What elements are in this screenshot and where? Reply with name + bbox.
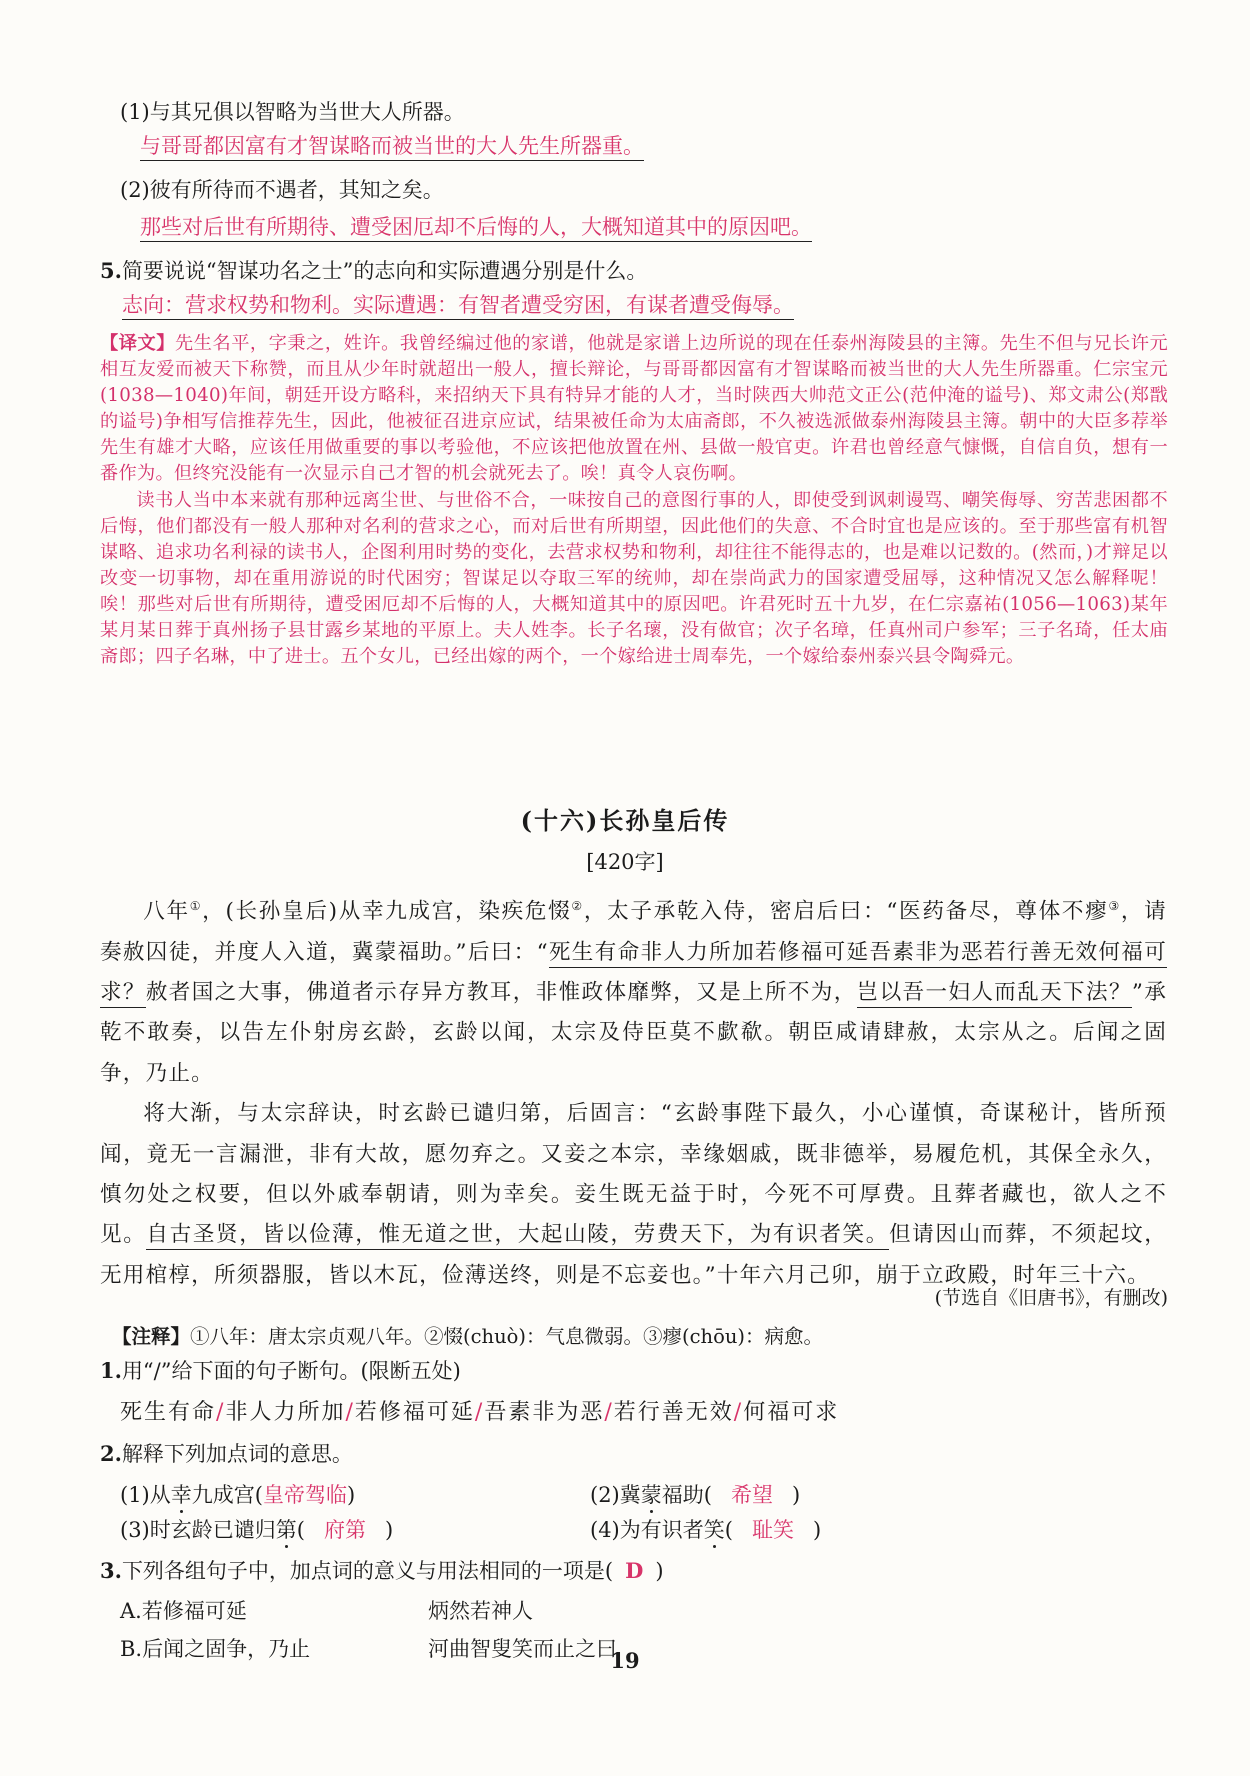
question-2-item-1 [120,1480,355,1510]
source-citation: (节选自《旧唐书》，有删改) [934,1287,1168,1309]
option-b-right: 河曲智叟笑而止之曰 [428,1637,617,1661]
footnote-ref-2: ② [571,899,584,913]
translation-p1-text: 先生名平，字秉之，姓许。我曾经编过他的家谱，他就是家谱上边所说的现在任泰州海陵县的主簿。先生不但与兄长许元相互友爱而被天下称赞，而且从少年时就超出一般人，擅长辩论，与哥哥都因富有才智谋略而被当世的大人先生所器重。仁宗宝元(1038—1040)年间，朝廷开设方略科，来招纳天下具有特异才能的人才，当时陕西大帅范文正公(范仲淹的谥号)、郑文肃公(郑戬的谥号)争相写信推荐先生，因此，他被征召进京应试，结果被任命为太庙斋郎，不久被选派做泰州海陵县主簿。朝中的大臣多荐举先生有雄才大略，应该任用做重要的事以考验他，不应该把他放置在州、县做一般官吏。许君也曾经意气慷慨，自信自负，想有一番作为。但终究没能有一次显示自己才智的机会就死去了。唉！真令人哀伤啊。 [100,333,1168,485]
question-3-answer: D [625,1558,644,1583]
passage-p1 [100,886,1167,1094]
notes-label: 【注释】 [112,1325,191,1348]
q2-item4-post: ( [724,1518,733,1542]
question-5 [100,256,647,286]
q2-item1-post: 九成宫( [191,1483,263,1507]
option-b-left: B.后闻之固争，乃止 [120,1637,311,1661]
translation-tag: 【译文】 [100,333,175,354]
answer-5-text: 志向：营求权势和物利。实际遭遇：有智者遭受穷困，有谋者遭受侮辱。 [122,293,794,320]
segment-1: 死生有命 [120,1400,217,1425]
q2-item3-dotted: 第 [275,1518,297,1542]
page-number: 19 [610,1648,640,1673]
section-title: (十六)长孙皇后传 [520,806,730,835]
passage-p1-b: ，(长孙皇后)从幸九成宫，染疾危惙 [202,899,572,925]
q2-item3-post: ( [296,1518,305,1542]
question-5-text: 简要说说“智谋功名之士”的志向和实际遭遇分别是什么。 [121,259,648,283]
question-1-prompt: 用“/”给下面的句子断句。(限断五处) [121,1359,461,1383]
underlined-sentence-3: 自古圣贤，皆以俭薄，惟无道之世，大起山陵，劳费天下，为有识者笑。 [146,1222,889,1250]
question-2-item-4 [590,1515,821,1545]
segment-5: 若行善无效 [613,1400,734,1425]
question-1-number: 1. [100,1358,122,1383]
question-3-close: ) [655,1559,664,1583]
q2-item3-pre: (3)时玄龄已谴归 [120,1518,276,1542]
passage-p1-d: ，请奏赦囚徒，并度人入道，冀蒙福助。”后曰：“ [100,899,1167,965]
option-a-right: 炳然若神人 [428,1599,533,1623]
answer-4-1 [140,131,644,161]
translation-p2: 读书人当中本来就有那种远离尘世、与世俗不合，一味按自己的意图行事的人，即使受到讽刺谩骂、嘲笑侮辱、穷苦悲困都不后悔，他们都没有一般人那种对名利的营求之心，而对后世有所期望，因此他们的失意、不合时宜也是应该的。至于那些富有机智谋略、追求功名利禄的读书人，企图利用时势的变化，去营求权势和物利，却往往不能得志的，也是难以记数的。(然而，)才辩足以改变一切事物，却在重用游说的时代困穷；智谋足以夺取三军的统帅，却在崇尚武力的国家遭受屈辱，这种情况又怎么解释呢！唉！那些对后世有所期待，遭受困厄却不后悔的人，大概知道其中的原因吧。许君死时五十九岁，在仁宗嘉祐(1056—1063)某年某月某日葬于真州扬子县甘露乡某地的平原上。夫人姓李。长子名瓌，没有做官；次子名璋，任真州司户参军；三子名琦，任太庙斋郎；四子名琳，中了进士。五个女儿，已经出嫁的两个，一个嫁给进士周奉先，一个嫁给泰州泰兴县令陶舜元。 [100,489,1168,668]
answer-4-1-text: 与哥哥都因富有才智谋略而被当世的大人先生所器重。 [140,134,644,161]
q2-item4-pre: (4)为有识者 [590,1518,704,1542]
question-4-1: (1)与其兄俱以智略为当世大人所器。 [120,100,465,124]
answer-4-2 [140,212,812,242]
question-1 [100,1356,461,1386]
q2-item3-close: ) [384,1518,394,1542]
answer-5 [122,290,794,320]
passage-p1-f: ”承乾不敢奏，以告左仆射房玄龄，玄龄以闻，太宗及侍臣莫不歔欷。朝臣咸请肆赦，太宗从之。后闻之固争，乃止。 [100,980,1167,1086]
passage-p1-e: 赦者国之大事，佛道者示存异方教耳，非惟政体靡弊，又是上所不为， [145,980,857,1005]
q2-item2-pre: (2)冀 [590,1483,641,1507]
q2-item1-close: ) [346,1483,356,1507]
slash-3: / [474,1400,485,1425]
q2-item2-close: ) [791,1483,801,1507]
question-5-number: 5. [100,258,122,283]
question-2-prompt: 解释下列加点词的意思。 [121,1442,353,1466]
q2-item4-answer: 耻笑 [751,1518,794,1542]
translation-p1 [100,331,1168,488]
segment-3: 若修福可延 [354,1400,475,1425]
notes-text: ①八年：唐太宗贞观八年。②惙(chuò)：气息微弱。③瘳(chōu)：病愈。 [190,1325,824,1348]
option-a-left: A.若修福可延 [120,1599,247,1623]
q2-item2-post: 福助( [661,1483,712,1507]
word-count: [420字] [586,850,664,874]
question-2 [100,1439,353,1469]
q2-item2-dotted: 蒙 [640,1483,662,1507]
slash-5: / [733,1400,744,1425]
answer-4-2-text: 那些对后世有所期待、遭受困厄却不后悔的人，大概知道其中的原因吧。 [140,215,812,242]
question-3-prompt: 下列各组句子中，加点词的意义与用法相同的一项是( [121,1559,614,1583]
segment-6: 何福可求 [743,1400,840,1425]
slash-4: / [604,1400,614,1425]
question-3-number: 3. [100,1558,122,1583]
notes [112,1321,823,1349]
underlined-sentence-2: 岂以吾一妇人而乱天下法？ [857,980,1132,1008]
segment-4: 吾素非为恶 [484,1400,605,1425]
passage-p2-b: 但请因山而葬，不须起坟，无用棺椁，所须器服，皆以木瓦，俭薄送终，则是不忘妾也。”十年六月己卯，崩于立政殿，时年三十六。 [100,1222,1168,1288]
footnote-ref-1: ① [189,899,203,913]
slash-1: / [216,1400,226,1425]
question-2-item-3 [120,1515,393,1545]
q2-item4-dotted: 笑 [703,1518,725,1542]
translation-block [100,331,1168,670]
q2-item2-answer: 希望 [730,1483,773,1507]
passage-p2 [100,1094,1167,1296]
slash-2: / [345,1400,355,1425]
q2-item3-answer: 府第 [323,1518,366,1542]
q2-item1-answer: 皇帝驾临 [262,1483,347,1507]
footnote-ref-3: ③ [1108,899,1121,913]
passage [100,886,1167,1296]
question-2-item-2 [590,1480,800,1510]
segment-2: 非人力所加 [225,1400,346,1425]
passage-p2-a: 将大渐，与太宗辞诀，时玄龄已谴归第，后固言：“玄龄事陛下最久，小心谨慎，奇谋秘计，皆所预闻，竟无一言漏泄，非有大故，愿勿弃之。又妾之本宗，幸缘姻戚，既非德举，易履危机，其保全永久，慎勿处之权要，但以外戚奉朝请，则为幸矣。妾生既无益于时，今死不可厚费。且葬者藏也，欲人之不见。 [100,1101,1167,1248]
q2-item1-dotted: 幸 [170,1483,192,1507]
question-4-2: (2)彼有所待而不遇者，其知之矣。 [120,178,444,202]
passage-p1-a: 八年 [143,899,190,925]
underlined-sentence-1: 死生有命非人力所加若修福可延吾素非为恶若行善无效何福可求？ [100,940,1167,1008]
question-3 [100,1556,664,1586]
question-2-number: 2. [100,1441,122,1466]
q2-item4-close: ) [812,1518,822,1542]
question-1-sentence [120,1398,839,1428]
passage-p1-c: ，太子承乾入侍，密启后曰：“医药备尽，尊体不瘳 [583,899,1109,925]
q2-item1-pre: (1)从 [120,1483,171,1507]
